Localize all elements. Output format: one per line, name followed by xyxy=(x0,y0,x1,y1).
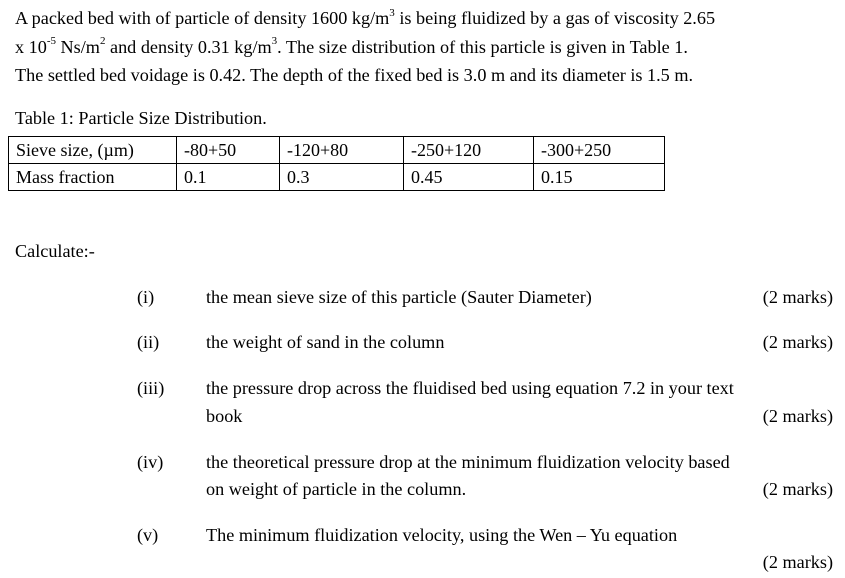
question-number: (i) xyxy=(137,287,155,307)
question-number: (v) xyxy=(137,525,159,545)
question-text: on weight of particle in the column. xyxy=(206,479,467,499)
question-text: the pressure drop across the fluidised bed using equation 7.2 in your text xyxy=(206,378,734,398)
problem-line: A packed bed with of particle of density 1600 $kg/m^3$ is being fluidized by a gas of viscosity 2.65 xyxy=(15,6,716,28)
calculate-label: Calculate:- xyxy=(15,241,95,261)
problem-line: The settled bed voidage is 0.42. The depth of the fixed bed is 3.0 m and its diameter is 1.5 m. xyxy=(15,65,694,85)
question-text: the theoretical pressure drop at the minimum fluidization velocity based xyxy=(206,452,730,472)
table-row xyxy=(9,164,665,191)
question-marks: (2 marks) xyxy=(762,332,833,352)
problem-statement xyxy=(15,4,840,90)
question-number: (iii) xyxy=(137,378,165,398)
table-cell: -250+120 xyxy=(404,137,534,164)
table-caption: Table 1: Particle Size Distribution. xyxy=(15,108,267,128)
table-cell: Sieve size, (µm) xyxy=(9,137,177,164)
question-text: the mean sieve size of this particle (Sauter Diameter) xyxy=(206,287,592,307)
table-cell: -120+80 xyxy=(280,137,404,164)
table-row xyxy=(9,137,665,164)
question-text: The minimum fluidization velocity, using the Wen – Yu equation xyxy=(206,525,678,545)
question-marks: (2 marks) xyxy=(762,552,833,572)
question-marks: (2 marks) xyxy=(762,287,833,307)
table-cell: 0.15 xyxy=(534,164,665,191)
question-marks: (2 marks) xyxy=(762,479,833,499)
problem-line: x $10^{-5}$ $Ns/m^2$ and density 0.31 $kg/m^3$. The size distribution of this particle is given in Table 1. xyxy=(15,35,688,57)
table-cell: -300+250 xyxy=(534,137,665,164)
table-cell: 0.3 xyxy=(280,164,404,191)
table-cell: -80+50 xyxy=(177,137,280,164)
table-cell: 0.45 xyxy=(404,164,534,191)
table-cell: 0.1 xyxy=(177,164,280,191)
particle-size-table xyxy=(8,136,665,191)
question-number: (iv) xyxy=(137,452,164,472)
question-marks: (2 marks) xyxy=(762,406,833,426)
table-cell: Mass fraction xyxy=(9,164,177,191)
question-text: the weight of sand in the column xyxy=(206,332,445,352)
question-text: book xyxy=(206,406,243,426)
question-number: (ii) xyxy=(137,332,160,352)
